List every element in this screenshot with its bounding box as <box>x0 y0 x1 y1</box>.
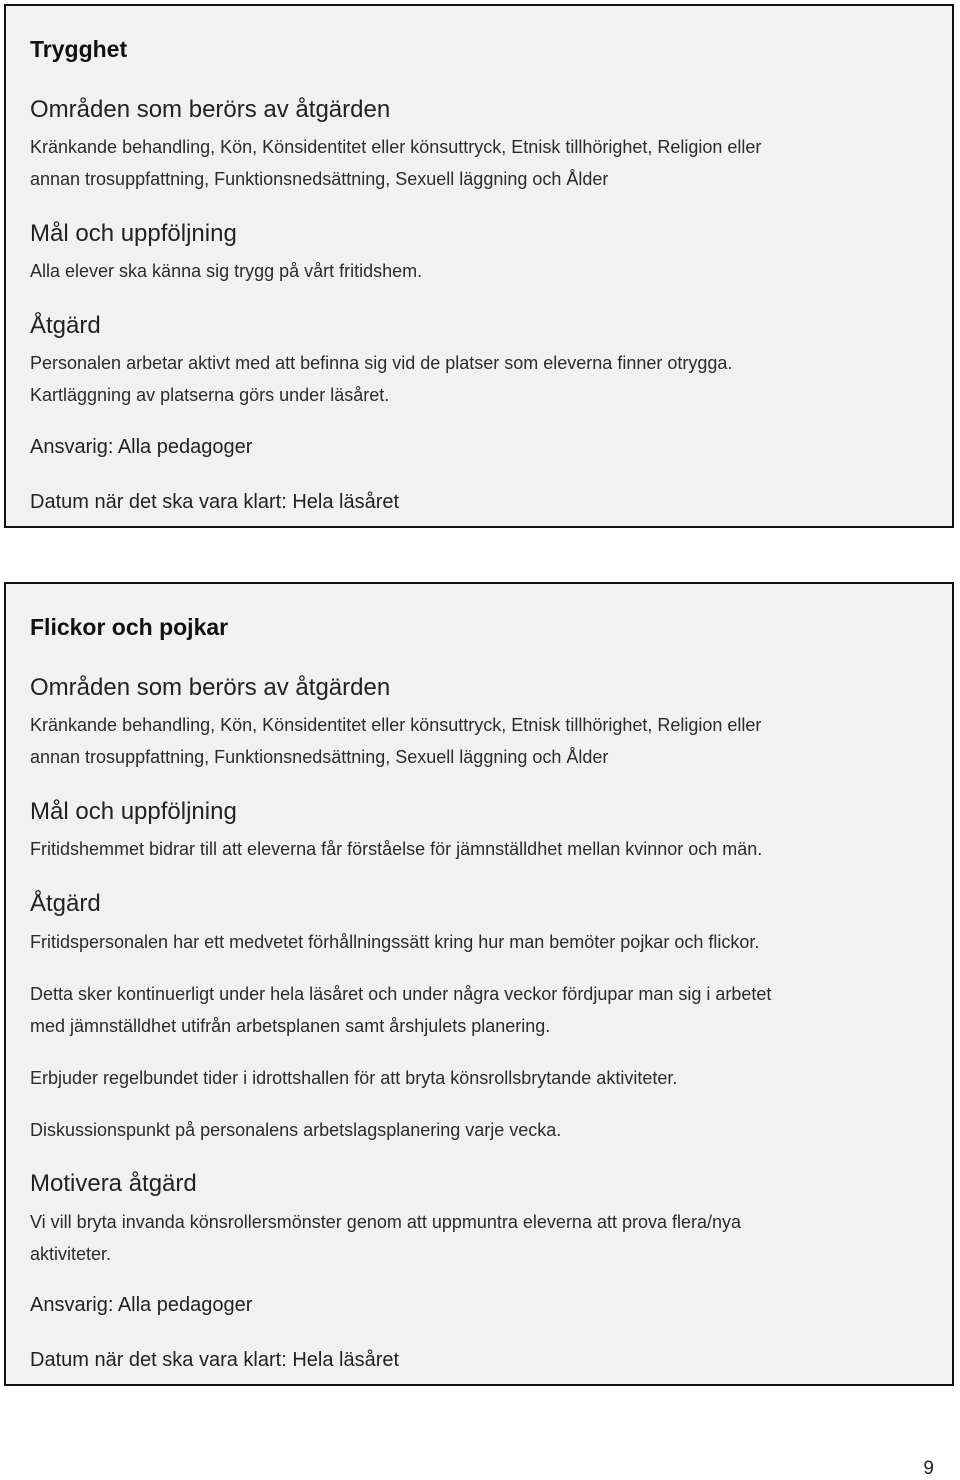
action-paragraph-2-line1: Detta sker kontinuerligt under hela läsåret och under några veckor fördjupar man sig i arbetet <box>30 984 772 1004</box>
areas-text-line1: Kränkande behandling, Kön, Könsidentitet eller könsuttryck, Etnisk tillhörighet, Religion eller <box>30 137 762 157</box>
responsible-text: Ansvarig: Alla pedagoger <box>30 436 253 458</box>
action-paragraph-4: Diskussionspunkt på personalens arbetslagsplanering varje vecka. <box>30 1120 562 1140</box>
action-paragraph-2-line2: med jämnställdhet utifrån arbetsplanen samt årshjulets planering. <box>30 1016 551 1036</box>
goal-text: Alla elever ska känna sig trygg på vårt fritidshem. <box>30 261 423 281</box>
deadline-text: Datum när det ska vara klart: Hela läsåret <box>30 1349 400 1371</box>
deadline-text: Datum när det ska vara klart: Hela läsåret <box>30 491 400 513</box>
section-title: Trygghet <box>30 36 128 62</box>
responsible-text: Ansvarig: Alla pedagoger <box>30 1294 253 1316</box>
areas-text-line1: Kränkande behandling, Kön, Könsidentitet eller könsuttryck, Etnisk tillhörighet, Religion eller <box>30 715 762 735</box>
areas-heading: Områden som berörs av åtgärden <box>30 96 391 123</box>
section-trygghet <box>4 4 954 528</box>
areas-text-line2: annan trosuppfattning, Funktionsnedsättning, Sexuell läggning och Ålder <box>30 747 609 767</box>
areas-text-line2: annan trosuppfattning, Funktionsnedsättning, Sexuell läggning och Ålder <box>30 169 609 189</box>
action-paragraph-3: Erbjuder regelbundet tider i idrottshallen för att bryta könsrollsbrytande aktiviteter. <box>30 1068 678 1088</box>
page-number: 9 <box>923 1458 934 1479</box>
action-heading: Åtgärd <box>30 312 101 339</box>
section-title: Flickor och pojkar <box>30 614 229 640</box>
action-heading: Åtgärd <box>30 890 101 917</box>
areas-heading: Områden som berörs av åtgärden <box>30 674 391 701</box>
section-flickor-och-pojkar <box>4 582 954 1386</box>
action-text-line1: Personalen arbetar aktivt med att befinna sig vid de platser som eleverna finner otrygga. <box>30 353 733 373</box>
motivate-text-line1: Vi vill bryta invanda könsrollersmönster genom att uppmuntra eleverna att prova flera/nya <box>30 1212 742 1232</box>
goal-heading: Mål och uppföljning <box>30 798 237 825</box>
motivate-text-line2: aktiviteter. <box>30 1244 112 1264</box>
action-text-line2: Kartläggning av platserna görs under läsåret. <box>30 385 390 405</box>
goal-heading: Mål och uppföljning <box>30 220 237 247</box>
goal-text: Fritidshemmet bidrar till att eleverna får förståelse för jämnställdhet mellan kvinnor och män. <box>30 839 763 859</box>
action-paragraph-1: Fritidspersonalen har ett medvetet förhållningssätt kring hur man bemöter pojkar och flickor. <box>30 932 760 952</box>
motivate-heading: Motivera åtgärd <box>30 1170 197 1197</box>
